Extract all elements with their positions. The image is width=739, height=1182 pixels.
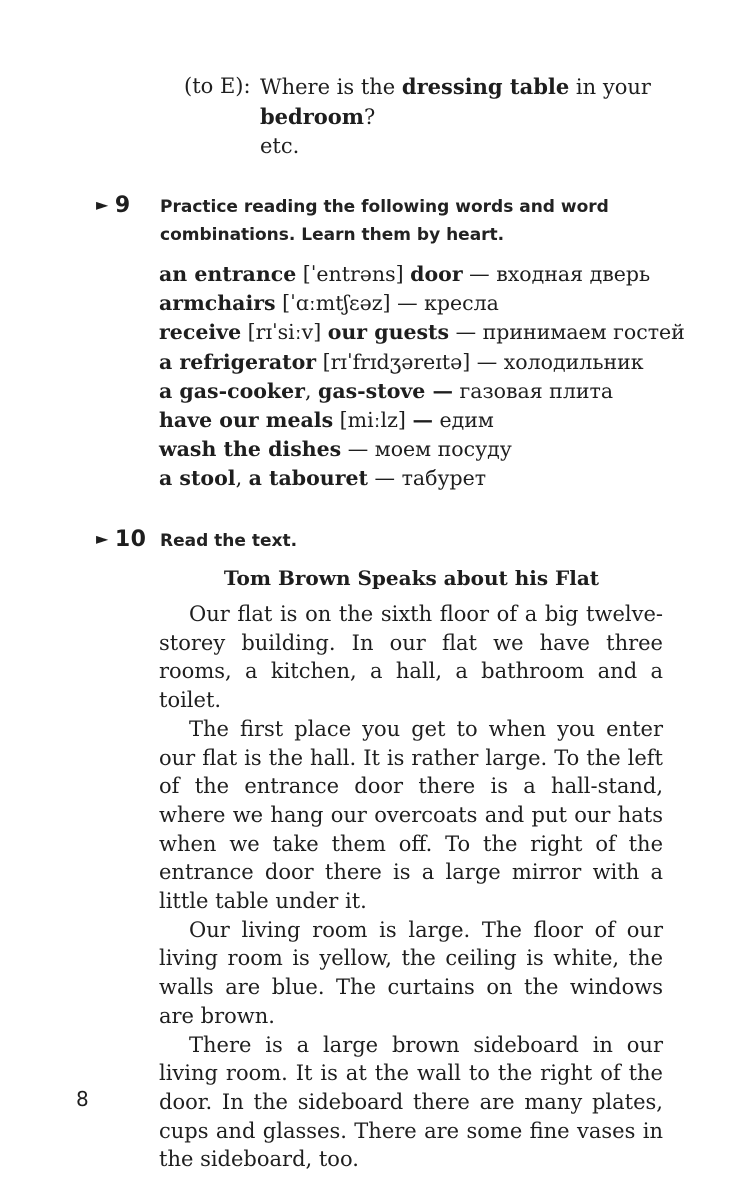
dialogue-line: [184, 72, 664, 102]
vocab-rest: ,: [304, 378, 319, 403]
dialogue-question: [260, 72, 664, 102]
vocab-term: an entrance: [159, 262, 297, 286]
vocab-term: —: [412, 407, 433, 432]
vocab-rest: — моем посуду: [341, 437, 512, 462]
vocab-rest: [rɪˈsiːv]: [241, 320, 328, 345]
keyword: bedroom: [260, 104, 365, 129]
vocab-term: door: [410, 262, 463, 286]
vocab-item: [159, 289, 669, 318]
vocab-item: [159, 406, 669, 435]
question-part: Where is the: [260, 75, 402, 99]
vocab-term: a gas-cooker: [159, 378, 305, 403]
page-number: 8: [76, 1087, 89, 1111]
exercise-number: [96, 527, 146, 552]
vocab-rest: — принимаем гостей: [449, 320, 685, 345]
exercise-instruction: Practice reading the following words and word combinations. Learn them by heart.: [160, 197, 609, 245]
vocab-item: [159, 260, 669, 289]
paragraph: Our flat is on the sixth floor of a big twelve-storey building. In our flat we have three rooms, a kitchen, a hall, a bathroom and a toilet.: [159, 602, 663, 713]
dialogue-line: [184, 102, 664, 132]
vocab-rest: [miːlz]: [333, 407, 413, 432]
exercise-10: [96, 527, 666, 555]
vocab-term: wash the dishes: [159, 437, 342, 462]
dialogue-etc: etc.: [260, 134, 300, 158]
vocabulary-list: [159, 260, 685, 494]
vocab-term: our guests: [327, 320, 450, 345]
vocab-rest: [rɪˈfrɪdʒəreɪtə] — холодильник: [316, 349, 644, 374]
triangle-arrow-icon: ►: [96, 529, 109, 548]
vocab-item: [159, 348, 669, 377]
vocab-term: a refrigerator: [159, 349, 317, 374]
vocab-rest: [ˈentrəns]: [296, 262, 411, 286]
vocab-rest: газовая плита: [452, 378, 614, 403]
keyword: dressing table: [401, 74, 570, 99]
vocab-term: have our meals: [159, 407, 334, 432]
vocab-term: armchairs: [159, 291, 276, 316]
exercise-number-value: 9: [114, 193, 131, 218]
exercise-instruction: Read the text.: [160, 531, 298, 551]
paragraph: Our living room is large. The floor of our living room is yellow, the ceiling is white, the walls are blue. The curtains on the windows are brown.: [159, 917, 663, 1028]
vocab-term: a stool: [159, 466, 236, 491]
question-part: in your: [569, 75, 651, 99]
triangle-arrow-icon: ►: [96, 195, 109, 214]
exercise-9: [96, 193, 666, 249]
exercise-number-value: 10: [114, 527, 147, 552]
vocab-rest: [ˈɑːmtʃɛəz] — кресла: [275, 291, 499, 316]
dialogue-speaker: (to E):: [184, 74, 251, 98]
exercise-number: [96, 193, 131, 218]
vocab-item: [159, 377, 669, 406]
paragraph: There is a large brown sideboard in our living room. It is at the wall to the right of the door. In the sideboard there are many plates, cups and glasses. There are some fine vases in the sideboard, too.: [159, 1032, 663, 1172]
text-title: Tom Brown Speaks about his Flat: [223, 566, 600, 590]
vocab-term: gas-stove —: [318, 378, 453, 403]
question-part: ?: [364, 105, 376, 129]
vocab-rest: ,: [235, 466, 249, 491]
vocab-rest: — табурет: [368, 466, 487, 491]
paragraph: The first place you get to when you enter our flat is the hall. It is rather large. To the left of the entrance door there is a hall-stand, where we hang our overcoats and put our hats when we take them off. To the right of the entrance door there is a large mirror with a little table under it.: [159, 716, 663, 914]
dialogue-block: [184, 72, 664, 161]
vocab-item: [159, 464, 669, 493]
vocab-item: [159, 318, 685, 347]
reading-text: [159, 600, 663, 1174]
vocab-term: a tabouret: [248, 466, 369, 491]
vocab-term: receive: [159, 320, 242, 345]
vocab-item: [159, 435, 669, 464]
vocab-rest: едим: [432, 407, 494, 432]
vocab-rest: — входная дверь: [462, 262, 651, 286]
